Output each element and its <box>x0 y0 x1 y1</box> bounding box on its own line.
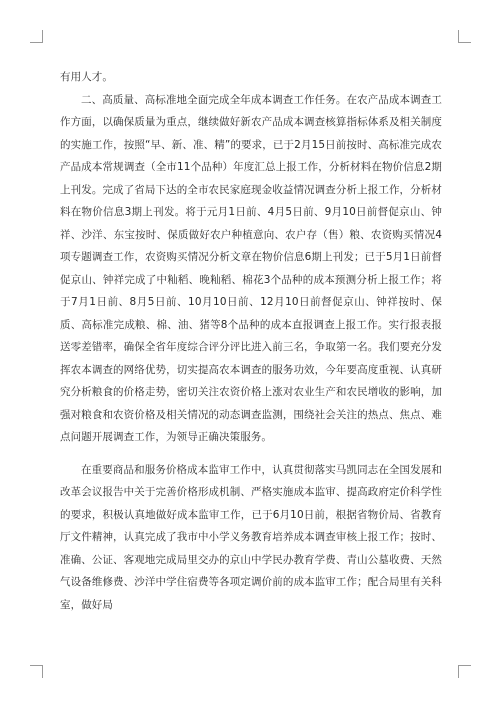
crop-mark-top-left <box>30 30 43 43</box>
document-body <box>60 66 442 616</box>
paragraph-gap <box>60 449 442 459</box>
paragraph-3: 在重要商品和服务价格成本监审工作中，认真贯彻落实马凯同志在全国发展和改革会议报告中关于完善价格形成机制、严格实施成本监审、提高政府定价科学性的要求，积极认真地做好成本监审工作，已于6月10日前，根据省物价局、省教育厅文件精神，认真完成了我市中小学义务教育培养成本调查审核上报工作；按时、准确、公证、客观地完成局里交办的京山中学民办教育学费、青山公墓收费、天然气设备维修费、沙洋中学住宿费等各项定调价前的成本监审工作；配合局里有关科室，做好局 <box>60 463 442 611</box>
crop-mark-top-right <box>458 30 471 43</box>
paragraph-1: 有用人才。 <box>60 71 113 83</box>
crop-mark-bottom-left <box>30 665 43 678</box>
crop-mark-bottom-right <box>458 665 471 678</box>
paragraph-2: 二、高质量、高标准地全面完成全年成本调查工作任务。在农产品成本调查工作方面，以确保质量为重点，继续做好新农产品成本调查核算指标体系及相关制度的实施工作，按照“早、新、准、精”的要求，已于2月15日前按时、高标准完成农产品成本常规调查（全市11个品种）年度汇总上报工作，分析材料在物价信息2期上刊发。完成了省局下达的全市农民家庭现金收益情况调查分析上报工作，分析材料在物价信息3期上刊发。将于元月1日前、4月5日前、9月10日前督促京山、钟祥、沙洋、东宝按时、保质做好农户种植意向、农户存（售）粮、农资购买情况4项专题调查工作，农资购买情况分析文章在物价信息6期上刊发；已于5月1日前督促京山、钟祥完成了中籼稻、晚籼稻、棉花3个品种的成本预测分析上报工作；将于7月1日前、8月5日前、10月10日前、12月10日前督促京山、钟祥按时、保质、高标准完成粮、棉、油、猪等8个品种的成本直报调查上报工作。实行报表报送零差错率，确保全省年度综合评分评比进入前三名，争取第一名。我们要充分发挥农本调查的网络优势，切实提高农本调查的服务功效，今年要高度重视、认真研究分析粮食的价格走势，密切关注农资价格上涨对农业生产和农民增收的影响，加强对粮食和农资价格及相关情况的动态调查监测，围绕社会关注的热点、焦点、难点问题开展调查工作，为领导正确决策服务。 <box>60 93 442 443</box>
